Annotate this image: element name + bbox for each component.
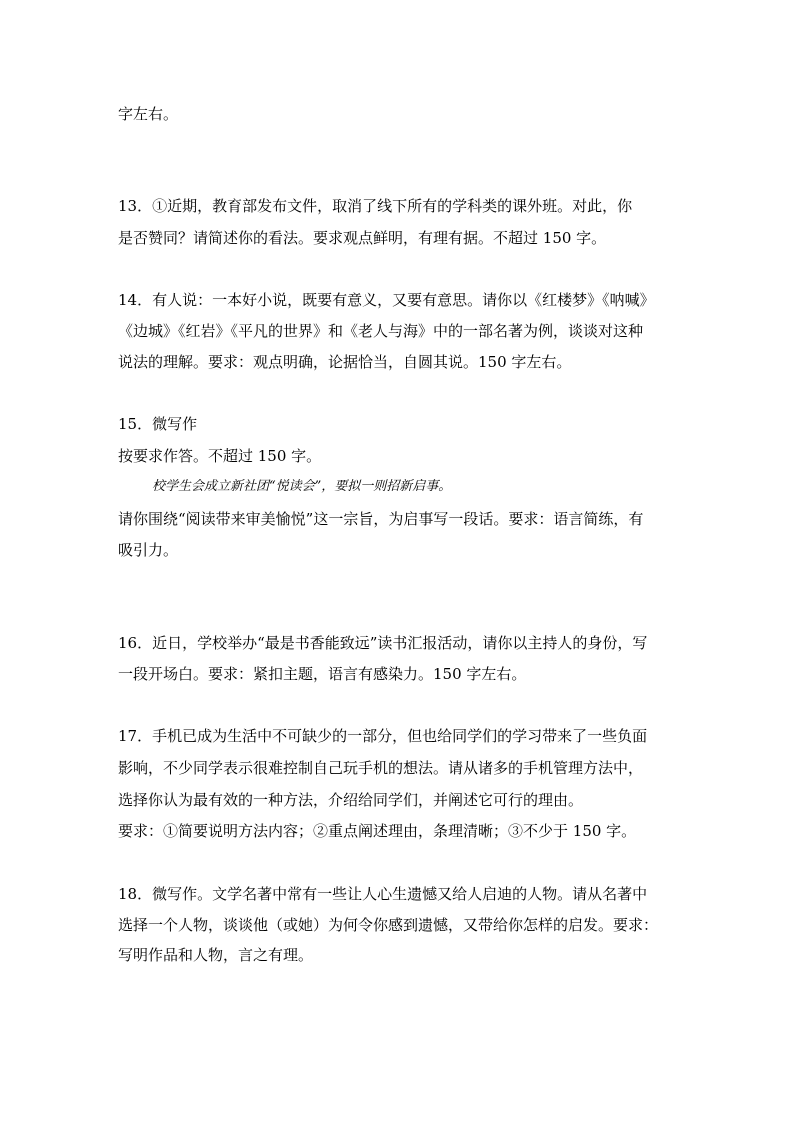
question-16-line-2: 一段开场白。要求：紧扣主题，语言有感染力。150 字左右。 — [118, 665, 527, 683]
question-15-note: 校学生会成立新社团“悦读会”，要拟一则招新启事。 — [152, 479, 452, 494]
question-14-line-2: 《边城》《红岩》《平凡的世界》和《老人与海》中的一部名著为例，谈谈对这种 — [118, 322, 644, 340]
question-14-line-3: 说法的理解。要求：观点明确，论据恰当，自圆其说。150 字左右。 — [118, 353, 572, 371]
question-18-line-2: 选择一个人物，谈谈他（或她）为何令你感到遗憾，又带给你怎样的启发。要求： — [118, 916, 659, 934]
question-18-line-1: 18．微写作。文学名著中常有一些让人心生遗憾又给人启迪的人物。请从名著中 — [118, 885, 648, 903]
question-17-line-3: 选择你认为最有效的一种方法，介绍给同学们，并阐述它可行的理由。 — [118, 791, 584, 809]
top-fragment: 字左右。 — [118, 105, 179, 123]
question-13-line-1: 13．①近期，教育部发布文件，取消了线下所有的学科类的课外班。对此，你 — [118, 197, 633, 215]
question-13-line-2: 是否赞同？请简述你的看法。要求观点鲜明，有理有据。不超过 150 字。 — [118, 229, 607, 247]
question-15-line-2: 吸引力。 — [118, 541, 179, 559]
question-14-line-1: 14．有人说：一本好小说，既要有意义，又要有意思。请你以《红楼梦》《呐喊》 — [118, 291, 655, 309]
question-17-line-1: 17．手机已成为生活中不可缺少的一部分，但也给同学们的学习带来了一些负面 — [118, 727, 648, 745]
question-17-line-2: 影响，不少同学表示很难控制自己玩手机的想法。请从诸多的手机管理方法中， — [118, 759, 644, 777]
question-16-line-1: 16．近日，学校举办“最是书香能致远”读书汇报活动，请你以主持人的身份，写 — [118, 634, 648, 652]
question-15-heading: 15．微写作 — [118, 415, 198, 433]
question-15-instruction: 按要求作答。不超过 150 字。 — [118, 447, 322, 465]
question-17-line-4: 要求：①简要说明方法内容；②重点阐述理由，条理清晰；③不少于 150 字。 — [118, 822, 637, 840]
question-15-line-1: 请你围绕“阅读带来审美愉悦”这一宗旨，为启事写一段话。要求：语言简练，有 — [118, 510, 644, 528]
question-18-line-3: 写明作品和人物，言之有理。 — [118, 946, 314, 964]
